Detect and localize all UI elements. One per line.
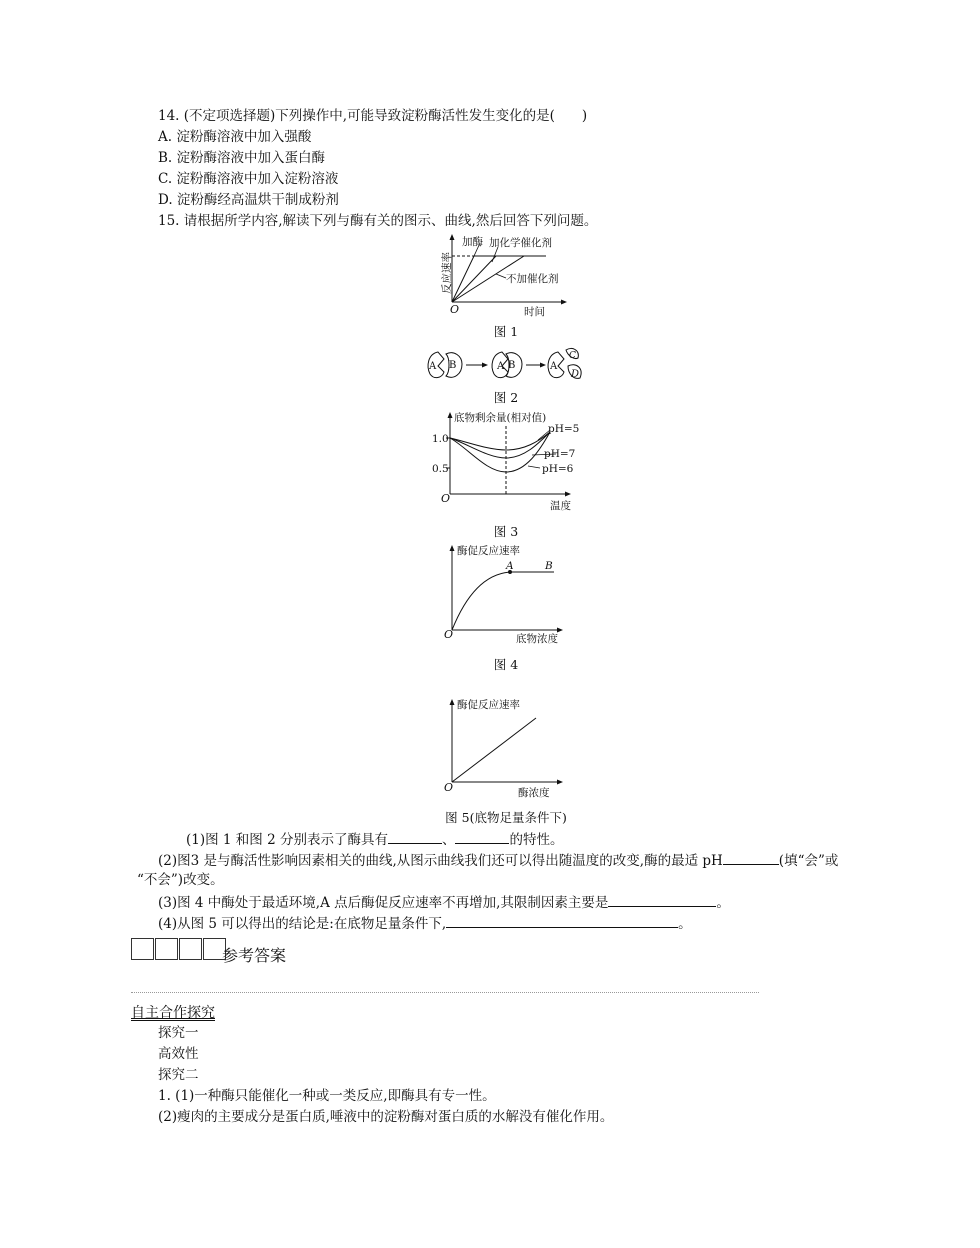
- q14-option-c: C. 淀粉酶溶液中加入淀粉溶液: [158, 171, 339, 187]
- q15-sub4-blank[interactable]: [446, 913, 678, 928]
- fig1-caption: 图 1: [493, 324, 519, 339]
- answer-box: [155, 938, 178, 960]
- fig1-ylabel: 反应速率: [441, 252, 453, 294]
- fig1-label-enzyme: 加酶: [462, 236, 483, 248]
- fig4-curve: [452, 572, 554, 630]
- q15-sub2-pre: (2)图3 是与酶活性影响因素相关的曲线,从图示曲线我们还可以得出随温度的改变,酶的最适 pH: [158, 853, 723, 869]
- fig3-origin: O: [441, 492, 451, 505]
- answer-line-4: 1. (1)一种酶只能催化一种或一类反应,即酶具有专一性。: [158, 1088, 496, 1104]
- q15-sub1-sep: 、: [441, 832, 456, 848]
- fig2-label-a1: A: [429, 361, 437, 372]
- q15-sub2-line2: “不会”)改变。: [137, 872, 224, 888]
- fig3-series-ph6: pH=6: [542, 463, 574, 475]
- fig3-series-ph7: pH=7: [544, 448, 576, 460]
- answer-box: [131, 938, 154, 960]
- q15-sub3-post: 。: [716, 895, 730, 911]
- figure-3: [428, 408, 584, 516]
- answer-line-3: 探究二: [158, 1067, 199, 1083]
- q15-sub2: [158, 850, 838, 870]
- fig4-caption: 图 4: [493, 657, 519, 672]
- q15-sub1-post: 的特性。: [509, 832, 564, 848]
- figure-1: [436, 232, 576, 320]
- fig2-label-d: D: [571, 369, 580, 380]
- fig4-ylabel: 酶促反应速率: [457, 545, 520, 557]
- fig3-curve-ph7: [450, 432, 550, 458]
- answers-section-title: 自主合作探究: [131, 1005, 215, 1021]
- figure-2: [422, 344, 586, 386]
- q14-stem: 14. (不定项选择题)下列操作中,可能导致淀粉酶活性发生变化的是( ): [158, 108, 588, 124]
- figure-4: [436, 540, 576, 650]
- fig3-curve-ph5: [450, 432, 550, 450]
- fig2-label-c: C: [569, 351, 576, 361]
- fig3-ytick-05: 0.5: [432, 463, 449, 475]
- q15-sub4-pre: (4)从图 5 可以得出的结论是:在底物足量条件下,: [158, 916, 447, 932]
- q15-sub1-pre: (1)图 1 和图 2 分别表示了酶具有: [186, 832, 388, 848]
- q14-option-b: B. 淀粉酶溶液中加入蛋白酶: [158, 150, 326, 166]
- q15-sub1-blank-1[interactable]: [388, 829, 442, 844]
- q15-sub1: [186, 829, 563, 849]
- fig2-caption: 图 2: [493, 390, 519, 405]
- q15-sub1-blank-2[interactable]: [455, 829, 509, 844]
- answer-line-5: (2)瘦肉的主要成分是蛋白质,唾液中的淀粉酶对蛋白质的水解没有催化作用。: [158, 1109, 614, 1125]
- q15-sub4: [158, 913, 692, 933]
- answer-line-1: 探究一: [158, 1025, 199, 1041]
- figure-5: [436, 694, 576, 802]
- fig1-origin: O: [450, 303, 460, 316]
- fig2-label-a3: A: [550, 361, 558, 372]
- q15-sub2-post: (填“会”或: [778, 853, 839, 869]
- answer-box: [179, 938, 202, 960]
- fig1-label-none: 不加催化剂: [506, 273, 559, 285]
- q15-sub3-pre: (3)图 4 中酶处于最适环境,A 点后酶促反应速率不再增加,其限制因素主要是: [158, 895, 609, 911]
- q14-option-a: A. 淀粉酶溶液中加入强酸: [158, 129, 312, 145]
- fig4-label-b: B: [545, 560, 553, 572]
- q15-sub2-blank[interactable]: [723, 850, 779, 865]
- q15-sub3: [158, 892, 730, 912]
- q15-sub3-blank[interactable]: [608, 892, 716, 907]
- fig3-ylabel: 底物剩余量(相对值): [454, 412, 547, 424]
- fig3-xlabel: 温度: [550, 500, 571, 512]
- answer-boxes: [131, 938, 227, 960]
- fig2-label-a2: A: [497, 361, 505, 372]
- fig3-series-ph5: pH=5: [548, 423, 580, 435]
- fig1-label-chemical: 加化学催化剂: [489, 237, 552, 249]
- answers-title: 参考答案: [222, 946, 287, 965]
- fig3-caption: 图 3: [493, 524, 519, 539]
- fig5-origin: O: [444, 781, 454, 794]
- fig4-label-a: A: [506, 560, 514, 572]
- fig4-origin: O: [444, 628, 454, 641]
- fig5-ylabel: 酶促反应速率: [457, 699, 520, 711]
- fig2-label-b1: B: [449, 360, 457, 371]
- fig3-curve-ph6: [450, 432, 550, 472]
- fig5-caption: 图 5(底物足量条件下): [445, 810, 567, 825]
- fig2-label-b2: B: [508, 360, 516, 371]
- fig1-xlabel: 时间: [524, 306, 545, 318]
- q15-sub4-post: 。: [678, 916, 692, 932]
- q14-option-d: D. 淀粉酶经高温烘干制成粉剂: [158, 192, 339, 208]
- q15-stem: 15. 请根据所学内容,解读下列与酶有关的图示、曲线,然后回答下列问题。: [158, 213, 598, 229]
- fig5-xlabel: 酶浓度: [518, 787, 550, 799]
- fig3-ytick-1: 1.0: [432, 433, 449, 445]
- divider: [131, 992, 759, 993]
- fig5-line: [452, 718, 536, 782]
- answer-line-2: 高效性: [158, 1046, 199, 1062]
- fig4-xlabel: 底物浓度: [516, 633, 558, 645]
